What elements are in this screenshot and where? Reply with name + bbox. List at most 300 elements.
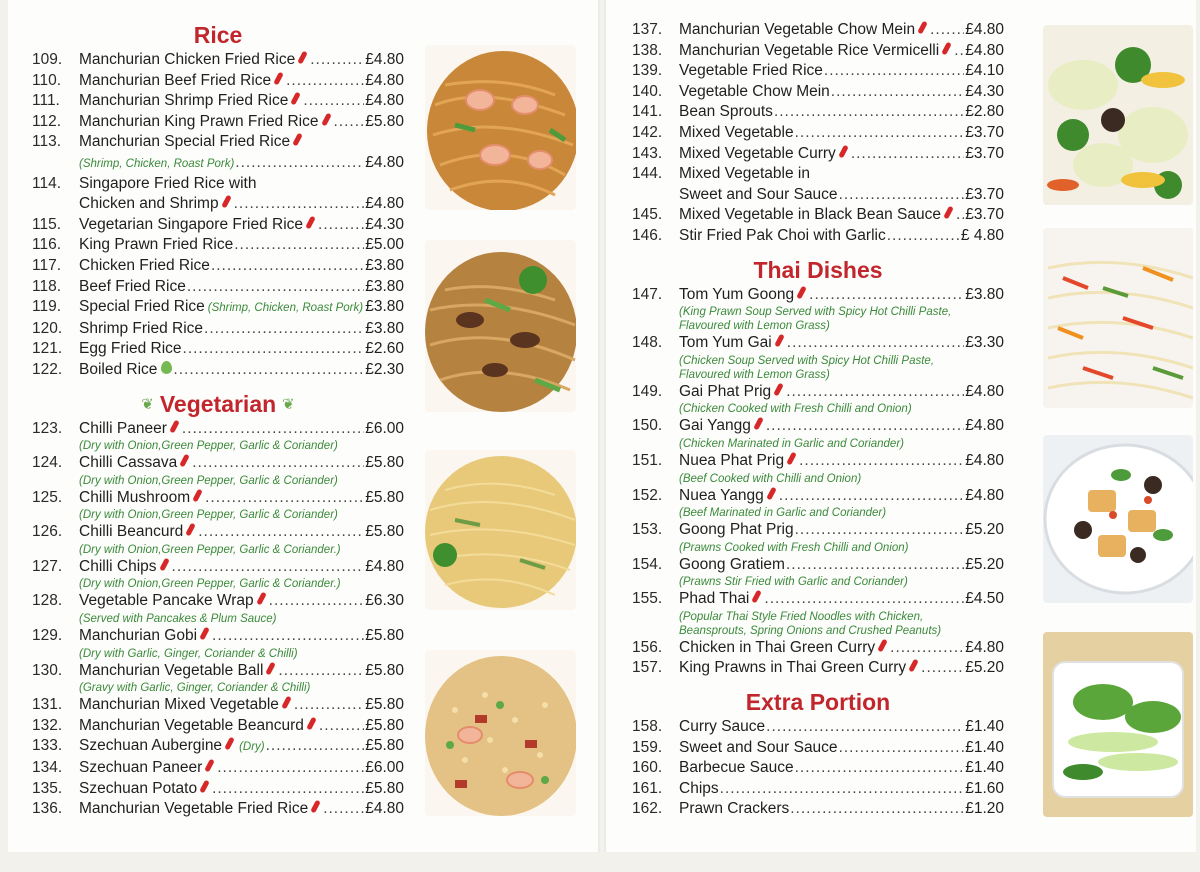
item-number: 147. — [632, 285, 663, 303]
item-number: 135. — [32, 779, 63, 797]
item-price: £5.20 — [965, 659, 1004, 677]
dot-leader — [234, 235, 364, 256]
menu-item — [32, 256, 404, 277]
section-heading-rice: Rice — [193, 22, 243, 48]
dot-leader — [839, 738, 965, 759]
item-price: £5.80 — [365, 737, 404, 755]
menu-item — [632, 382, 1004, 417]
dot-leader — [930, 20, 964, 41]
item-price: £5.80 — [365, 661, 404, 679]
item-row — [79, 256, 404, 277]
dot-leader — [787, 333, 964, 354]
chilli-icon — [292, 133, 303, 147]
chilli-icon — [917, 21, 928, 35]
item-body — [79, 557, 404, 592]
item-price: £5.80 — [365, 454, 404, 472]
item-name: Manchurian Vegetable Fried Rice — [79, 800, 309, 818]
item-row — [79, 591, 404, 612]
item-price: £4.30 — [965, 82, 1004, 100]
menu-item — [32, 522, 404, 557]
item-row — [79, 194, 404, 215]
dot-leader — [286, 71, 364, 92]
item-number: 115. — [32, 215, 62, 233]
item-number: 134. — [32, 759, 63, 777]
item-body — [679, 41, 1004, 62]
item-body — [679, 226, 1004, 247]
chilli-icon — [273, 71, 284, 85]
chilli-icon — [773, 382, 784, 396]
item-name: Chicken in Thai Green Curry — [679, 638, 876, 656]
item-body — [679, 285, 1004, 334]
food-photo-beef-noodles — [425, 240, 576, 412]
item-name: Curry Sauce — [679, 718, 766, 736]
item-description: (Dry with Onion,Green Pepper, Garlic & Coriander.) — [79, 578, 341, 591]
item-name: Szechuan Potato — [79, 779, 198, 797]
item-row — [79, 297, 404, 319]
item-body — [679, 589, 1004, 638]
item-row — [79, 339, 404, 360]
dot-leader — [172, 557, 365, 578]
menu-item — [32, 132, 404, 173]
menu-column-left — [32, 20, 404, 820]
item-row — [679, 555, 1004, 576]
item-row — [79, 557, 404, 578]
item-body — [679, 382, 1004, 417]
item-name: Vegetable Chow Mein — [679, 82, 830, 100]
dot-leader — [183, 339, 365, 360]
item-body — [679, 758, 1004, 779]
item-row — [79, 71, 404, 92]
item-body — [679, 520, 1004, 555]
item-number: 161. — [632, 779, 663, 797]
item-inline-description: (Dry) — [239, 741, 265, 754]
item-body — [679, 416, 1004, 451]
dot-leader — [766, 717, 964, 738]
item-name: Szechuan Paneer — [79, 759, 203, 777]
item-body — [79, 591, 404, 626]
food-photo-fried-rice — [425, 650, 576, 816]
item-price: £2.80 — [965, 103, 1004, 121]
item-row — [679, 638, 1004, 659]
item-body — [79, 522, 404, 557]
rice-list — [32, 50, 404, 381]
item-row — [679, 799, 1004, 820]
item-body — [79, 297, 404, 319]
item-row — [679, 758, 1004, 779]
item-price: £5.80 — [365, 523, 404, 541]
item-name: Prawn Crackers — [679, 800, 790, 818]
dot-leader — [211, 256, 364, 277]
chilli-icon — [291, 92, 302, 106]
item-price: £3.70 — [965, 185, 1004, 203]
menu-item — [632, 82, 1004, 103]
item-name: Mixed Vegetable — [679, 123, 794, 141]
menu-item — [632, 164, 1004, 205]
menu-item — [32, 297, 404, 319]
item-number: 116. — [32, 236, 62, 254]
item-body — [679, 555, 1004, 590]
item-number: 138. — [632, 41, 663, 59]
chilli-icon — [306, 716, 317, 730]
item-row — [79, 419, 404, 440]
item-number: 145. — [632, 206, 663, 224]
item-row — [679, 717, 1004, 738]
item-name: Bean Sprouts — [679, 103, 773, 121]
dot-leader — [334, 112, 365, 133]
item-body — [79, 626, 404, 661]
dot-leader — [851, 144, 964, 165]
item-description: (King Prawn Soup Served with Spicy Hot Chilli Paste, — [679, 306, 952, 319]
item-price: £4.80 — [365, 557, 404, 575]
dot-leader — [204, 319, 364, 340]
item-body — [679, 164, 1004, 205]
item-row — [79, 91, 404, 112]
item-price: £4.10 — [965, 62, 1004, 80]
item-body — [79, 661, 404, 696]
dot-leader — [824, 61, 964, 82]
dot-leader — [720, 779, 965, 800]
item-number: 146. — [632, 226, 663, 244]
menu-item — [32, 112, 404, 133]
item-number: 127. — [32, 557, 63, 575]
item-price: £1.40 — [965, 759, 1004, 777]
section-heading-vegetarian — [32, 389, 404, 419]
dot-leader — [795, 123, 965, 144]
item-description: (Dry with Onion,Green Pepper, Garlic & Coriander) — [79, 440, 338, 453]
item-number: 159. — [632, 738, 663, 756]
item-body — [679, 205, 1004, 226]
item-body — [679, 102, 1004, 123]
item-name: Szechuan Aubergine — [79, 737, 223, 755]
item-price: £6.00 — [365, 759, 404, 777]
dot-leader — [212, 779, 364, 800]
item-price: £4.80 — [365, 195, 404, 213]
item-description: (Served with Pancakes & Plum Sauce) — [79, 613, 277, 626]
item-body — [79, 695, 404, 716]
item-body — [79, 319, 404, 340]
item-price: £1.60 — [965, 779, 1004, 797]
menu-item — [632, 144, 1004, 165]
dot-leader — [799, 451, 964, 472]
dot-leader — [774, 102, 964, 123]
dot-leader — [764, 589, 964, 610]
item-name: Tom Yum Goong — [679, 285, 795, 303]
item-row — [679, 382, 1004, 403]
item-number: 121. — [32, 340, 63, 358]
leaf-icon: ❦ — [141, 396, 154, 414]
item-body — [79, 453, 404, 488]
item-description: (Shrimp, Chicken, Roast Pork) — [79, 157, 235, 170]
item-body — [79, 277, 404, 298]
item-body — [679, 144, 1004, 165]
item-row — [679, 20, 1004, 41]
food-photo-vermicelli — [425, 450, 576, 610]
chilli-icon — [941, 41, 952, 55]
item-body — [79, 71, 404, 92]
dot-leader — [323, 799, 364, 820]
item-price: £6.00 — [365, 419, 404, 437]
dot-leader — [786, 382, 964, 403]
item-number: 113. — [32, 133, 62, 151]
menu-item — [32, 91, 404, 112]
item-name: Vegetable Pancake Wrap — [79, 592, 254, 610]
item-body — [79, 758, 404, 779]
food-photo-noodles-shrimp — [425, 45, 576, 210]
dot-leader — [766, 416, 964, 437]
item-price: £4.80 — [965, 417, 1004, 435]
item-name: Mixed Vegetable Curry — [679, 144, 836, 162]
chilli-icon — [221, 195, 232, 209]
item-price: £4.80 — [965, 382, 1004, 400]
dot-leader — [217, 758, 364, 779]
item-row — [79, 661, 404, 682]
item-name: Gai Phat Prig — [679, 382, 772, 400]
item-name: Manchurian King Prawn Fried Rice — [79, 112, 319, 130]
item-description: (Prawns Cooked with Fresh Chilli and Onion) — [679, 541, 909, 554]
item-name: Beef Fried Rice — [79, 277, 186, 295]
item-number: 111. — [32, 92, 60, 110]
item-description: (Prawns Stir Fried with Garlic and Coriander) — [679, 576, 908, 589]
menu-item — [632, 589, 1004, 638]
item-number: 123. — [32, 419, 63, 437]
item-row — [79, 319, 404, 340]
item-body — [79, 799, 404, 820]
item-body — [79, 256, 404, 277]
chilli-icon — [305, 215, 316, 229]
menu-item — [632, 226, 1004, 247]
item-price: £4.80 — [365, 92, 404, 110]
item-name: Chilli Chips — [79, 557, 157, 575]
dot-leader — [319, 716, 364, 737]
chilli-icon — [838, 144, 849, 158]
item-number: 151. — [632, 451, 663, 469]
chilli-icon — [877, 638, 888, 652]
item-row — [679, 738, 1004, 759]
dot-leader — [786, 555, 964, 576]
dot-leader — [303, 91, 364, 112]
item-number: 148. — [632, 334, 663, 352]
item-price: £5.80 — [365, 488, 404, 506]
menu-column-right — [632, 20, 1004, 820]
dot-leader — [212, 626, 364, 647]
item-price: £5.80 — [365, 112, 404, 130]
item-row — [679, 658, 1004, 679]
item-name: Singapore Fried Rice with — [79, 174, 257, 192]
item-description: Beansprouts, Spring Onions and Crushed Peanuts) — [679, 624, 942, 637]
chilli-icon — [908, 659, 919, 673]
item-body — [79, 419, 404, 454]
food-photo-noodle-salad — [1043, 228, 1193, 408]
item-row — [679, 144, 1004, 165]
leaf-icon: ❦ — [282, 396, 295, 414]
chilli-icon — [224, 737, 235, 751]
vegetables-list — [632, 20, 1004, 247]
item-number: 153. — [632, 521, 663, 539]
item-name: Manchurian Vegetable Rice Vermicelli — [679, 41, 940, 59]
item-number: 118. — [32, 277, 62, 295]
menu-item — [632, 451, 1004, 486]
item-name: Special Fried Rice — [79, 298, 205, 316]
extra-list — [632, 717, 1004, 820]
item-body — [79, 339, 404, 360]
item-price: £3.30 — [965, 334, 1004, 352]
item-number: 119. — [32, 298, 62, 316]
menu-item — [632, 717, 1004, 738]
item-row — [79, 522, 404, 543]
item-row — [79, 736, 404, 758]
item-body — [79, 235, 404, 256]
dot-leader — [266, 736, 365, 757]
menu-item — [632, 738, 1004, 759]
menu-item — [632, 285, 1004, 334]
item-row — [679, 416, 1004, 437]
menu-item — [32, 591, 404, 626]
item-row — [679, 226, 1004, 247]
menu-item — [632, 333, 1004, 382]
section-heading-extra: Extra Portion — [745, 689, 891, 716]
menu-item — [32, 736, 404, 758]
item-body — [79, 779, 404, 800]
item-price: £3.80 — [365, 277, 404, 295]
menu-item — [32, 360, 404, 381]
item-body — [79, 50, 404, 71]
menu-item — [32, 626, 404, 661]
item-number: 160. — [632, 759, 663, 777]
menu-item — [632, 758, 1004, 779]
dot-leader — [890, 638, 964, 659]
dot-leader — [294, 695, 364, 716]
menu-item — [632, 41, 1004, 62]
item-row — [679, 333, 1004, 354]
item-price: £3.80 — [365, 298, 404, 316]
menu-item — [632, 658, 1004, 679]
item-number: 144. — [632, 165, 663, 183]
item-number: 154. — [632, 555, 663, 573]
item-row — [679, 520, 1004, 541]
menu-item — [632, 61, 1004, 82]
item-name: King Prawns in Thai Green Curry — [679, 659, 907, 677]
item-number: 126. — [32, 523, 63, 541]
item-number: 137. — [632, 21, 663, 38]
item-number: 131. — [32, 696, 63, 714]
item-row — [79, 453, 404, 474]
item-number: 150. — [632, 417, 663, 435]
item-row — [679, 61, 1004, 82]
item-price: £1.40 — [965, 738, 1004, 756]
dot-leader — [956, 205, 964, 226]
item-row — [679, 451, 1004, 472]
item-price: £3.70 — [965, 206, 1004, 224]
item-row — [79, 799, 404, 820]
menu-item — [632, 102, 1004, 123]
menu-item — [32, 557, 404, 592]
chilli-icon — [774, 334, 785, 348]
item-number: 156. — [632, 638, 663, 656]
item-name: Vegetarian Singapore Fried Rice — [79, 215, 304, 233]
chilli-icon — [281, 696, 292, 710]
item-number: 109. — [32, 51, 63, 68]
item-body — [679, 486, 1004, 521]
item-row — [679, 779, 1004, 800]
item-description: (Dry with Garlic, Ginger, Coriander & Chilli) — [79, 647, 298, 660]
dot-leader — [779, 486, 964, 507]
item-body — [79, 716, 404, 737]
item-description: (Dry with Onion,Green Pepper, Garlic & Coriander.) — [79, 543, 341, 556]
chilli-icon — [796, 285, 807, 299]
item-price: £4.50 — [965, 590, 1004, 608]
item-price: £5.80 — [365, 696, 404, 714]
dot-leader — [182, 419, 364, 440]
menu-item — [32, 716, 404, 737]
item-price: £3.70 — [965, 123, 1004, 141]
chilli-icon — [766, 486, 777, 500]
menu-item — [632, 520, 1004, 555]
dot-leader — [310, 50, 364, 71]
item-row — [79, 488, 404, 509]
vegetarian-title: Vegetarian — [159, 390, 277, 417]
item-body — [79, 112, 404, 133]
menu-item — [632, 799, 1004, 820]
item-name: Chicken and Shrimp — [79, 195, 219, 213]
item-row — [79, 277, 404, 298]
menu-item — [32, 215, 404, 236]
chilli-icon — [199, 627, 210, 641]
item-row — [679, 164, 1004, 185]
item-price: £2.30 — [365, 360, 404, 378]
menu-item — [32, 50, 404, 71]
item-number: 132. — [32, 716, 63, 734]
item-price: £3.70 — [965, 144, 1004, 162]
item-body — [679, 333, 1004, 382]
item-name: Boiled Rice — [79, 360, 158, 378]
chilli-icon — [310, 800, 321, 814]
item-price: £3.80 — [965, 285, 1004, 303]
item-row — [679, 82, 1004, 103]
item-row — [79, 50, 404, 71]
dot-leader — [234, 194, 365, 215]
chilli-icon — [943, 206, 954, 220]
item-name: Chicken Fried Rice — [79, 256, 210, 274]
item-price: £5.80 — [365, 779, 404, 797]
menu-item — [32, 71, 404, 92]
section-heading-thai: Thai Dishes — [753, 256, 883, 283]
item-name: Mixed Vegetable in Black Bean Sauce — [679, 206, 941, 224]
item-name: Manchurian Shrimp Fried Rice — [79, 92, 289, 110]
menu-item — [32, 695, 404, 716]
item-name: Gai Yangg — [679, 417, 751, 435]
item-row — [79, 132, 404, 153]
dot-leader — [318, 215, 364, 236]
item-number: 143. — [632, 144, 663, 162]
item-description: (Popular Thai Style Fried Noodles with Chicken, — [679, 610, 924, 623]
chilli-icon — [752, 590, 763, 604]
item-name: Goong Gratiem — [679, 555, 785, 573]
item-row — [679, 102, 1004, 123]
item-body — [679, 779, 1004, 800]
item-name: Manchurian Beef Fried Rice — [79, 71, 272, 89]
item-name: Manchurian Vegetable Chow Mein — [679, 21, 916, 38]
item-number: 142. — [632, 123, 663, 141]
item-description: (Beef Marinated in Garlic and Coriander) — [679, 507, 887, 520]
chilli-icon — [256, 592, 267, 606]
dot-leader — [173, 360, 364, 381]
item-number: 152. — [632, 486, 663, 504]
item-name: Sweet and Sour Sauce — [679, 185, 838, 203]
item-number: 133. — [32, 737, 63, 755]
item-description: (Beef Cooked with Chilli and Onion) — [679, 472, 862, 485]
item-description: (Dry with Onion,Green Pepper, Garlic & Coriander) — [79, 509, 338, 522]
item-price: £5.80 — [365, 627, 404, 645]
